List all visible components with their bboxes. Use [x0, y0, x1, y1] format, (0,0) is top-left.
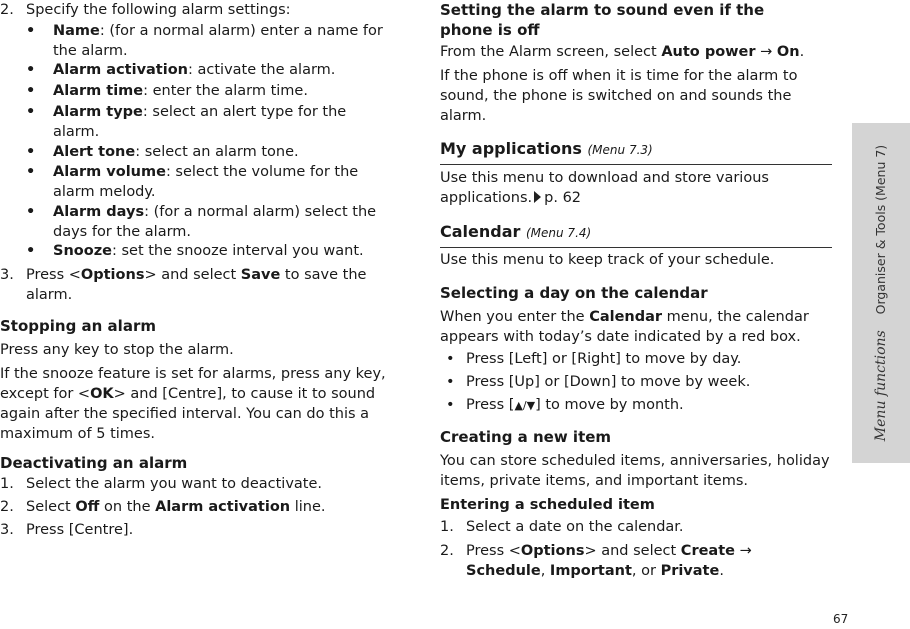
bullet-text: : select an alert type for the alarm.: [53, 104, 347, 140]
bullet-term: Name: [53, 23, 100, 39]
step-text: Specify the following alarm settings:: [26, 2, 291, 18]
selecting-day-text: When you enter the Calendar menu, the calendar appears with today’s date indicated by a red box.: [440, 309, 809, 345]
deactivate-step-2: 2. Select Off on the Alarm activation line.: [0, 499, 326, 515]
entering-step-1: 1. Select a date on the calendar.: [440, 519, 684, 535]
bullet-alarm-activation: • Alarm activation: activate the alarm.: [26, 62, 336, 78]
bullet-text: : (for a normal alarm) select the days for the alarm.: [53, 204, 377, 240]
bullet-name: • Name: (for a normal alarm) enter a name for the alarm.: [26, 23, 383, 59]
deactivate-step-1: 1. Select the alarm you want to deactivate.: [0, 476, 323, 492]
bullet-alert-tone: • Alert tone: select an alarm tone.: [26, 144, 299, 160]
stopping-alarm-heading: Stopping an alarm: [0, 317, 156, 335]
my-applications-text: Use this menu to download and store various applications. p. 62: [440, 170, 769, 206]
tab-subtitle: Organiser & Tools (Menu 7): [873, 144, 888, 315]
bullet-term: Alarm time: [53, 83, 144, 99]
phone-off-text: If the phone is off when it is time for the alarm to sound, the phone is switched on and sounds the alarm.: [440, 68, 798, 124]
deactivate-step-3: 3. Press [Centre].: [0, 522, 134, 538]
bullet-text: : select the volume for the alarm melody.: [53, 164, 359, 200]
bullet-term: Alert tone: [53, 144, 136, 160]
bullet-term: Alarm days: [53, 204, 145, 220]
calendar-heading: Calendar (Menu 7.4): [440, 222, 832, 248]
entering-step-2: 2. Press <Options> and select Create → Schedule, Important, or Private.: [440, 543, 752, 579]
calendar-text: Use this menu to keep track of your schedule.: [440, 252, 775, 268]
bullet-text: : set the snooze interval you want.: [111, 243, 364, 259]
bullet-snooze: • Snooze: set the snooze interval you want.: [26, 243, 364, 259]
step-3: 3. Press <Options> and select Save to save the alarm.: [0, 267, 367, 303]
bullet-term: Alarm activation: [53, 62, 188, 78]
bullet-text: : enter the alarm time.: [143, 83, 308, 99]
bullet-term: Alarm volume: [53, 164, 166, 180]
deactivating-alarm-heading: Deactivating an alarm: [0, 454, 188, 472]
page-ref-arrow-icon: [534, 191, 541, 203]
bullet-text: : select an alarm tone.: [135, 144, 299, 160]
step-2: [0, 0, 395, 20]
tab-title: Menu functions: [873, 330, 889, 442]
bullet-alarm-type: • Alarm type: select an alert type for the alarm.: [26, 104, 347, 140]
creating-item-text: You can store scheduled items, anniversaries, holiday items, private items, and important items.: [440, 453, 830, 489]
step-number: 2.: [0, 2, 14, 18]
page-number: 67: [833, 612, 849, 626]
selecting-day-heading: Selecting a day on the calendar: [440, 284, 708, 302]
bullet-alarm-volume: • Alarm volume: select the volume for the alarm melody.: [26, 164, 359, 200]
stopping-alarm-text: Press any key to stop the alarm.: [0, 342, 234, 358]
bullet-term: Alarm type: [53, 104, 143, 120]
up-down-arrows-icon: ▲/▼: [514, 399, 536, 412]
bullet-term: Snooze: [53, 243, 112, 259]
my-applications-heading: My applications (Menu 7.3): [440, 139, 832, 165]
list-item: • Press [▲/▼] to move by month.: [446, 397, 684, 413]
auto-power-text: From the Alarm screen, select Auto power → On.: [440, 44, 805, 60]
page-ref: p. 62: [544, 190, 582, 206]
list-item: • Press [Left] or [Right] to move by day.: [446, 351, 742, 367]
list-item: • Press [Up] or [Down] to move by week.: [446, 374, 751, 390]
setting-alarm-heading: Setting the alarm to sound even if the phone is off: [440, 1, 765, 39]
bullet-text: : (for a normal alarm) enter a name for the alarm.: [53, 23, 383, 59]
bullet-text: : activate the alarm.: [188, 62, 336, 78]
bullet-alarm-time: • Alarm time: enter the alarm time.: [26, 83, 308, 99]
bullet-alarm-days: • Alarm days: (for a normal alarm) select the days for the alarm.: [26, 204, 377, 240]
snooze-paragraph: If the snooze feature is set for alarms, press any key, except for <OK> and [Centre], to cause it to sound again after the specified interval. You can do this a maximum of 5 times.: [0, 366, 386, 442]
side-section-tab: [852, 123, 910, 463]
creating-item-heading: Creating a new item: [440, 428, 612, 446]
step-number: 3.: [0, 267, 14, 283]
entering-item-heading: Entering a scheduled item: [440, 497, 655, 513]
